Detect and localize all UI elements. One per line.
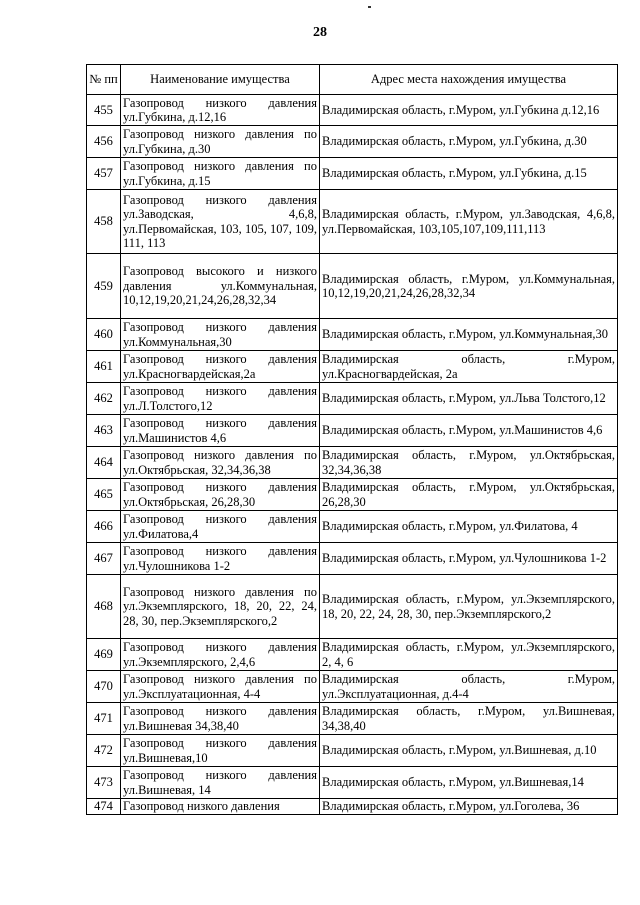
property-name: Газопровод низкого давления ул.Чулошникова 1-2 xyxy=(121,543,320,575)
property-address: Владимирская область, г.Муром, ул.Экземплярского, 18, 20, 22, 24, 28, 30, пер.Экземплярского,2 xyxy=(320,575,618,639)
table-row xyxy=(87,383,618,415)
row-number: 465 xyxy=(87,479,121,511)
property-address: Владимирская область, г.Муром, ул.Октябрьская, 32,34,36,38 xyxy=(320,447,618,479)
row-number: 464 xyxy=(87,447,121,479)
row-number: 467 xyxy=(87,543,121,575)
property-address: Владимирская область, г.Муром, ул.Вишневая,14 xyxy=(320,767,618,799)
table-row xyxy=(87,126,618,158)
row-number: 473 xyxy=(87,767,121,799)
property-address: Владимирская область, г.Муром, ул.Машинистов 4,6 xyxy=(320,415,618,447)
property-name: Газопровод низкого давления ул.Экземплярского, 2,4,6 xyxy=(121,639,320,671)
property-address: Владимирская область, г.Муром, ул.Коммунальная, 10,12,19,20,21,24,26,28,32,34 xyxy=(320,254,618,319)
property-name: Газопровод низкого давления ул.Филатова,4 xyxy=(121,511,320,543)
table-body xyxy=(87,95,618,815)
table-header-row xyxy=(87,65,618,95)
property-name: Газопровод низкого давления по ул.Экземплярского, 18, 20, 22, 24, 28, 30, пер.Экземплярского,2 xyxy=(121,575,320,639)
row-number: 459 xyxy=(87,254,121,319)
property-name: Газопровод низкого давления xyxy=(121,799,320,815)
row-number: 462 xyxy=(87,383,121,415)
property-name: Газопровод низкого давления по ул.Губкина, д.30 xyxy=(121,126,320,158)
table-row xyxy=(87,735,618,767)
property-address: Владимирская область, г.Муром, ул.Гоголева, 36 xyxy=(320,799,618,815)
header-number: № пп xyxy=(87,65,121,95)
table-row xyxy=(87,158,618,190)
table-row xyxy=(87,319,618,351)
property-address: Владимирская область, г.Муром, ул.Губкина д.12,16 xyxy=(320,95,618,126)
table-row xyxy=(87,511,618,543)
table-row xyxy=(87,575,618,639)
property-name: Газопровод низкого давления по ул.Эксплуатационная, 4-4 xyxy=(121,671,320,703)
property-address: Владимирская область, г.Муром, ул.Вишневая, 34,38,40 xyxy=(320,703,618,735)
property-address: Владимирская область, г.Муром, ул.Губкина, д.30 xyxy=(320,126,618,158)
property-name: Газопровод низкого давления по ул.Губкина, д.15 xyxy=(121,158,320,190)
table-row xyxy=(87,415,618,447)
property-address: Владимирская область, г.Муром, ул.Льва Толстого,12 xyxy=(320,383,618,415)
property-name: Газопровод низкого давления ул.Губкина, д.12,16 xyxy=(121,95,320,126)
property-name: Газопровод низкого давления ул.Л.Толстого,12 xyxy=(121,383,320,415)
property-name: Газопровод высокого и низкого давления ул.Коммунальная, 10,12,19,20,21,24,26,28,32,34 xyxy=(121,254,320,319)
table-row xyxy=(87,703,618,735)
property-name: Газопровод низкого давления ул.Вишневая,10 xyxy=(121,735,320,767)
row-number: 470 xyxy=(87,671,121,703)
table-row xyxy=(87,671,618,703)
header-property-name: Наименование имущества xyxy=(121,65,320,95)
row-number: 457 xyxy=(87,158,121,190)
table-row xyxy=(87,639,618,671)
table-row xyxy=(87,447,618,479)
row-number: 471 xyxy=(87,703,121,735)
header-property-address: Адрес места нахождения имущества xyxy=(320,65,618,95)
row-number: 456 xyxy=(87,126,121,158)
property-address: Владимирская область, г.Муром, ул.Эксплуатационная, д.4-4 xyxy=(320,671,618,703)
table-row xyxy=(87,543,618,575)
table-row xyxy=(87,351,618,383)
property-name: Газопровод низкого давления ул.Вишневая, 14 xyxy=(121,767,320,799)
row-number: 466 xyxy=(87,511,121,543)
row-number: 472 xyxy=(87,735,121,767)
row-number: 458 xyxy=(87,190,121,254)
property-name: Газопровод низкого давления ул.Заводская, 4,6,8, ул.Первомайская, 103, 105, 107, 109, 111, 113 xyxy=(121,190,320,254)
row-number: 474 xyxy=(87,799,121,815)
page-number: 28 xyxy=(313,25,327,40)
property-name: Газопровод низкого давления ул.Красногвардейская,2а xyxy=(121,351,320,383)
property-address: Владимирская область, г.Муром, ул.Филатова, 4 xyxy=(320,511,618,543)
property-address: Владимирская область, г.Муром, ул.Экземплярского, 2, 4, 6 xyxy=(320,639,618,671)
row-number: 469 xyxy=(87,639,121,671)
property-name: Газопровод низкого давления ул.Вишневая 34,38,40 xyxy=(121,703,320,735)
row-number: 468 xyxy=(87,575,121,639)
property-registry-table xyxy=(86,64,618,815)
table-row xyxy=(87,254,618,319)
property-address: Владимирская область, г.Муром, ул.Вишневая, д.10 xyxy=(320,735,618,767)
table-row xyxy=(87,95,618,126)
row-number: 455 xyxy=(87,95,121,126)
table-row xyxy=(87,479,618,511)
table-row xyxy=(87,190,618,254)
property-name: Газопровод низкого давления по ул.Октябрьская, 32,34,36,38 xyxy=(121,447,320,479)
property-address: Владимирская область, г.Муром, ул.Заводская, 4,6,8, ул.Первомайская, 103,105,107,109,111,113 xyxy=(320,190,618,254)
property-address: Владимирская область, г.Муром, ул.Чулошникова 1-2 xyxy=(320,543,618,575)
scan-mark xyxy=(368,6,371,8)
property-address: Владимирская область, г.Муром, ул.Коммунальная,30 xyxy=(320,319,618,351)
table-row xyxy=(87,799,618,815)
property-name: Газопровод низкого давления ул.Машинистов 4,6 xyxy=(121,415,320,447)
property-address: Владимирская область, г.Муром, ул.Красногвардейская, 2а xyxy=(320,351,618,383)
property-name: Газопровод низкого давления ул.Октябрьская, 26,28,30 xyxy=(121,479,320,511)
property-address: Владимирская область, г.Муром, ул.Губкина, д.15 xyxy=(320,158,618,190)
table-row xyxy=(87,767,618,799)
row-number: 463 xyxy=(87,415,121,447)
property-name: Газопровод низкого давления ул.Коммунальная,30 xyxy=(121,319,320,351)
property-address: Владимирская область, г.Муром, ул.Октябрьская, 26,28,30 xyxy=(320,479,618,511)
row-number: 461 xyxy=(87,351,121,383)
row-number: 460 xyxy=(87,319,121,351)
